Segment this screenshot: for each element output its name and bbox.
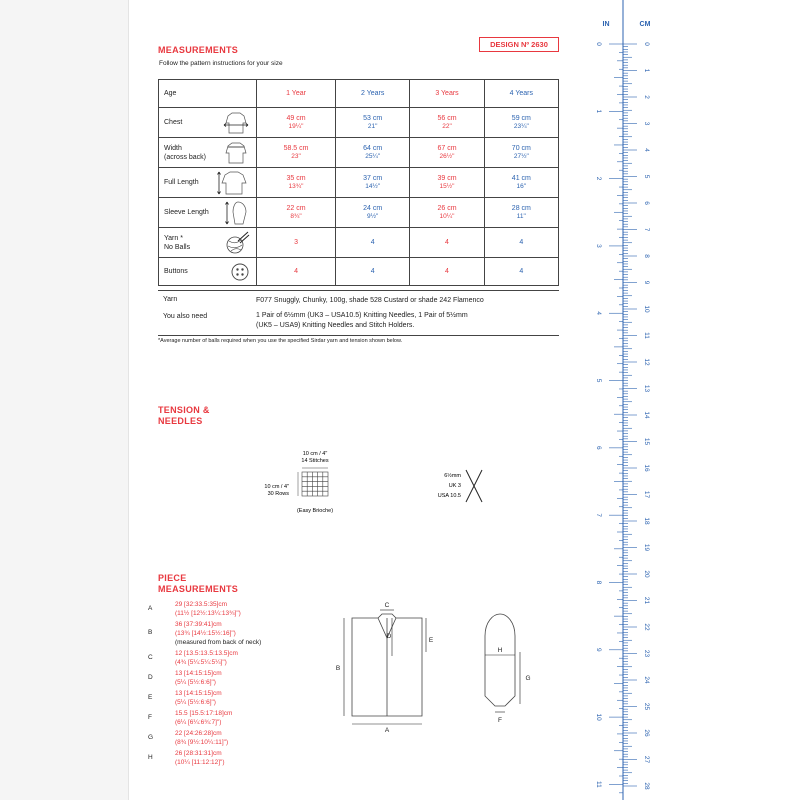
tension-top-2: 14 Stitches — [301, 458, 329, 464]
full-length-cell: 39 cm 15½" — [410, 168, 484, 198]
ruler-inch-number: 4 — [595, 311, 602, 316]
ruler-inch-label: IN — [602, 21, 610, 28]
ruler-inch-number: 9 — [595, 647, 602, 652]
garment-schematic — [330, 600, 560, 740]
tension-heading: TENSION & NEEDLES — [158, 405, 210, 426]
ruler-cm-number: 5 — [643, 174, 650, 179]
tension-stitch-name: (Easy Brioche) — [296, 508, 334, 514]
design-number-badge: DESIGN Nº 2630 — [479, 37, 559, 52]
piece-measurements-heading: PIECE MEASUREMENTS — [158, 573, 239, 594]
label-f: F — [498, 717, 502, 724]
button-icon — [230, 262, 250, 282]
label-d: D — [386, 633, 392, 640]
tension-top-1: 10 cm / 4" — [302, 451, 328, 457]
tension-left-2: 30 Rows — [267, 491, 289, 497]
ruler-cm-number: 16 — [643, 464, 650, 472]
width-cell: 64 cm 25¼" — [336, 138, 410, 168]
width-label: Width (across back) — [159, 138, 257, 168]
width-row — [159, 138, 559, 168]
need-line-1: 1 Pair of 6½mm (UK3 – USA10.5) Knitting Needles, 1 Pair of 5½mm — [256, 312, 468, 319]
age-label: Age — [159, 80, 257, 108]
ruler-cm-number: 3 — [643, 121, 650, 126]
measurements-table — [158, 79, 559, 286]
length-icon — [216, 170, 250, 196]
ruler-cm-number: 14 — [643, 411, 650, 419]
ruler-cm-number: 4 — [643, 148, 650, 152]
ruler-cm-number: 9 — [643, 280, 650, 285]
label-b: B — [335, 665, 341, 672]
ruler-inch-number: 3 — [595, 244, 602, 248]
ruler-cm-number: 18 — [643, 517, 650, 525]
pattern-page: MEASUREMENTS DESIGN Nº 2630 Follow the pattern instructions for your size Age 1 Year 2 Years 3 Years 4 Years Chest 49 cm 19¼" 53 cm 21" 56 cm 22" 59 cm 23¼" Width (across back) 58.5 cm 23" 64 cm 25¼" 67 cm 26½" 70 cm 27½" Full Length 35 cm 13¾" 37 cm 14½" 39 cm 15½" 41 cm 16" Sleeve Length 22 cm 8¾" 24 cm 9½" 26 cm 10¼" 28 cm 11" Yarn * No Balls 3 4 4 4 Buttons 4 4 4 4 Yarn F077 Snuggly, Chunky, 100g, shade 528 Custard or shade 242 Flamenco You also need 1 Pair of 6½mm (UK3 – USA10.5) Knitting Needles, 1 Pair of 5½mm (UK5 – USA9) Knitting Needles and Stitch Holders. *Average number of balls required when you use the specified Sirdar yarn and tension shown below. TENSION & NEEDLES 10 cm / 4" 14 Stitches 10 cm / 4" 30 Rows (Easy Brioche) 6½mm UK 3 USA 10.5 PIECE MEASUREMENTS A 29 [32:33.5:35]cm (11½ [12½:13¼:13¾]") B 36 [37:39:41]cm (13¾ [14½:15½:16]") (measured from back of neck) C 12 [13.5:13.5:13.5]cm (4¾ [5¼:5¼:5¼]") D 13 [14:15:15]cm (5¼ [5½:6:6]") E 13 [14:15:15]cm (5¼ [5½:6:6]") F 15.5 [15.5:17:18]cm (6¼ [6¼:6¾:7]") G 22 [24:26:28]cm (8¾ [9½:10¼:11]") H 26 [28:31:31]cm (10¼ [11:12:12]") A B C D E F G H IN CM 0 1 2 3 4 5 6 7 8 9 10 11 12 13 14 15 16 17 18 19 20 21 22 23 24 25 26 27 28 0 1 2 3 4 5 6 7 8 9 10 11 — [0, 0, 800, 800]
need-label: You also need — [163, 313, 208, 320]
buttons-cell: 4 — [410, 258, 484, 286]
sleeve-length-cell: 28 cm 11" — [484, 198, 558, 228]
ruler-inch-number: 7 — [595, 513, 602, 517]
sleeve-outline — [485, 614, 515, 706]
ruler-cm-number: 10 — [643, 305, 650, 313]
ruler-inch-number: 10 — [595, 713, 602, 721]
ruler-cm-number: 28 — [643, 782, 650, 790]
yarn-balls-label: Yarn * No Balls — [159, 228, 257, 258]
chest-label: Chest — [159, 108, 257, 138]
ruler-cm-number: 6 — [643, 201, 650, 205]
ruler-inch-number: 5 — [595, 378, 602, 383]
age-cell: 4 Years — [484, 80, 558, 108]
tension-square-diagram — [264, 448, 380, 520]
ruler-cm-number: 17 — [643, 490, 650, 499]
yarn-ball-icon — [224, 231, 250, 255]
tension-left-1: 10 cm / 4" — [264, 484, 289, 490]
age-cell: 3 Years — [410, 80, 484, 108]
footnote: *Average number of balls required when you use the specified Sirdar yarn and tension shown below. — [158, 338, 403, 344]
yarn-balls-row — [159, 228, 559, 258]
width-cell: 58.5 cm 23" — [257, 138, 336, 168]
ruler-cm-number: 25 — [643, 702, 650, 711]
ruler-cm-number: 21 — [643, 596, 650, 605]
full-length-row — [159, 168, 559, 198]
ruler-cm-number: 2 — [643, 95, 650, 99]
yarn-balls-cell: 3 — [257, 228, 336, 258]
yarn-info — [158, 290, 559, 336]
width-cell: 70 cm 27½" — [484, 138, 558, 168]
ruler-inch-number: 6 — [595, 446, 602, 450]
ruler-cm-number: 7 — [643, 227, 650, 232]
ruler-cm-number: 19 — [643, 543, 650, 552]
measurements-heading: MEASUREMENTS — [158, 45, 239, 55]
width-cell: 67 cm 26½" — [410, 138, 484, 168]
sleeve-icon — [224, 200, 250, 226]
ruler-cm-number: 23 — [643, 649, 650, 658]
age-cell: 1 Year — [257, 80, 336, 108]
ruler-cm-number: 26 — [643, 729, 650, 737]
ruler-cm-number: 11 — [643, 332, 650, 339]
ruler-cm-number: 24 — [643, 676, 650, 684]
ruler-cm-number: 27 — [643, 755, 650, 764]
sleeve-length-cell: 22 cm 8¾" — [257, 198, 336, 228]
chest-cell: 59 cm 23¼" — [484, 108, 558, 138]
buttons-cell: 4 — [257, 258, 336, 286]
ruler-inch-number: 2 — [595, 176, 602, 181]
chest-cell: 49 cm 19¼" — [257, 108, 336, 138]
need-line-2: (UK5 – USA9) Knitting Needles and Stitch Holders. — [256, 322, 415, 329]
needle-size: 6½mm — [444, 473, 461, 479]
label-e: E — [428, 637, 434, 644]
yarn-balls-cell: 4 — [410, 228, 484, 258]
full-length-cell: 41 cm 16" — [484, 168, 558, 198]
full-length-cell: 37 cm 14½" — [336, 168, 410, 198]
sleeve-length-cell: 26 cm 10¼" — [410, 198, 484, 228]
full-length-cell: 35 cm 13¾" — [257, 168, 336, 198]
buttons-cell: 4 — [484, 258, 558, 286]
ruler-cm-number: 13 — [643, 384, 650, 393]
page-margin — [0, 0, 129, 800]
age-row — [159, 80, 559, 108]
buttons-cell: 4 — [336, 258, 410, 286]
yarn-info-text: F077 Snuggly, Chunky, 100g, shade 528 Custard or shade 242 Flamenco — [256, 297, 484, 304]
ruler-inch-number: 0 — [595, 42, 602, 46]
buttons-row — [159, 258, 559, 286]
ruler-cm-number: 22 — [643, 623, 650, 631]
label-g: G — [525, 675, 531, 682]
ruler-cm-number: 15 — [643, 437, 650, 446]
sleeve-length-label: Sleeve Length — [159, 198, 257, 228]
ruler-inch-number: 8 — [595, 580, 602, 585]
age-cell: 2 Years — [336, 80, 410, 108]
ruler-inch-number: 11 — [595, 781, 602, 788]
ruler-cm-number: 1 — [643, 68, 650, 73]
chest-cell: 56 cm 22" — [410, 108, 484, 138]
full-length-label: Full Length — [159, 168, 257, 198]
ruler-inch-number: 1 — [595, 109, 602, 114]
needle-uk: UK 3 — [448, 483, 461, 489]
ruler-cm-number: 12 — [643, 358, 650, 366]
width-icon — [222, 141, 250, 165]
yarn-balls-cell: 4 — [336, 228, 410, 258]
ruler-cm-number: 20 — [643, 570, 650, 578]
sleeve-length-cell: 24 cm 9½" — [336, 198, 410, 228]
ruler-cm-number: 0 — [643, 42, 650, 46]
tension-grid — [302, 472, 328, 496]
needle-diagram — [430, 468, 490, 508]
sleeve-length-row — [159, 198, 559, 228]
ruler-cm-number: 8 — [643, 254, 650, 258]
chest-cell: 53 cm 21" — [336, 108, 410, 138]
chest-icon — [222, 111, 250, 135]
measuring-ruler — [583, 0, 663, 800]
label-c: C — [384, 602, 390, 609]
yarn-info-label: Yarn — [163, 296, 178, 303]
chest-row — [159, 108, 559, 138]
label-h: H — [497, 647, 503, 654]
label-a: A — [384, 727, 390, 734]
needle-usa: USA 10.5 — [437, 493, 461, 499]
measurements-subtitle: Follow the pattern instructions for your size — [159, 60, 283, 67]
yarn-balls-cell: 4 — [484, 228, 558, 258]
ruler-cm-label: CM — [639, 21, 651, 28]
buttons-label: Buttons — [159, 258, 257, 286]
